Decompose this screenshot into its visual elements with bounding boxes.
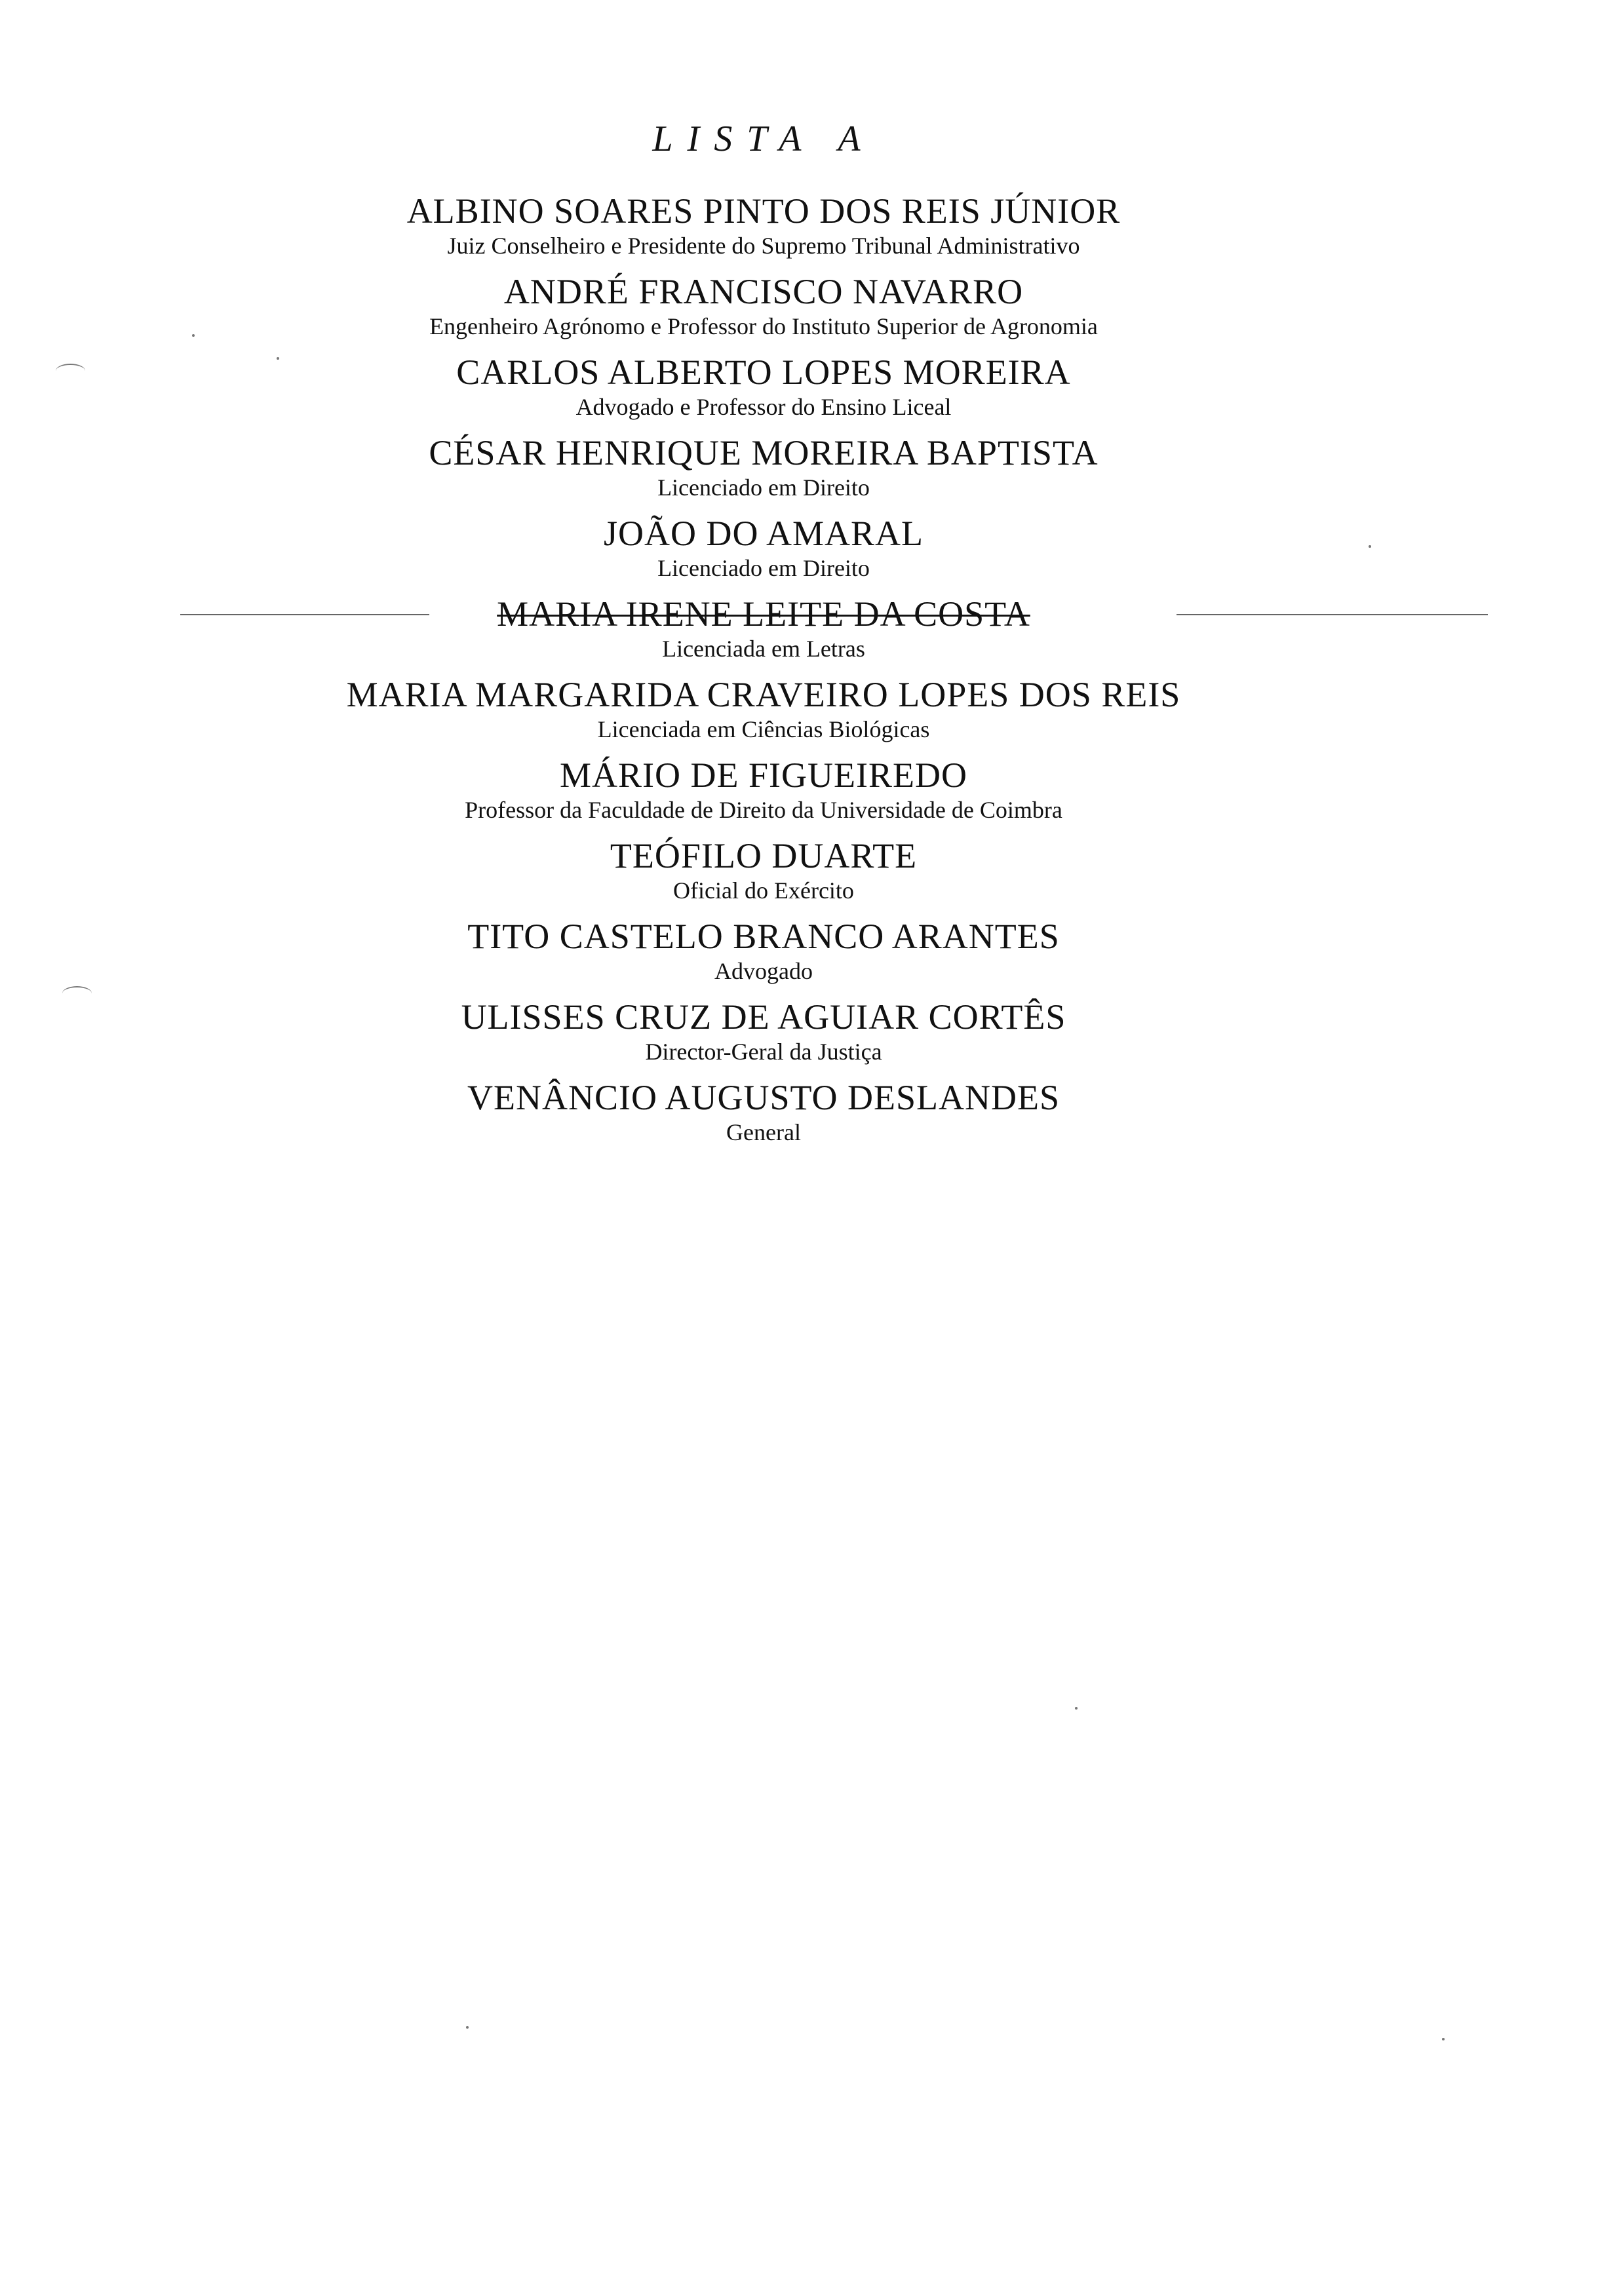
entry-title: Licenciado em Direito xyxy=(657,555,870,581)
list-entry xyxy=(0,512,1527,593)
entry-name: ULISSES CRUZ DE AGUIAR CORTÊS xyxy=(461,997,1066,1037)
candidate-list xyxy=(0,190,1527,1157)
scan-speck xyxy=(192,334,195,337)
entry-title: Licenciada em Ciências Biológicas xyxy=(597,716,930,742)
entry-name: MARIA MARGARIDA CRAVEIRO LOPES DOS REIS xyxy=(346,675,1181,714)
list-entry xyxy=(0,754,1527,835)
list-entry xyxy=(0,996,1527,1077)
list-heading: LISTA A xyxy=(652,119,875,159)
list-entry xyxy=(0,674,1527,754)
entry-name: CÉSAR HENRIQUE MOREIRA BAPTISTA xyxy=(429,433,1099,472)
list-entry xyxy=(0,271,1527,351)
strike-line-left xyxy=(180,614,429,615)
entry-title: Juiz Conselheiro e Presidente do Supremo Tribunal Administrativo xyxy=(447,233,1080,259)
entry-title: General xyxy=(726,1119,801,1145)
entry-title: Advogado e Professor do Ensino Liceal xyxy=(575,394,952,420)
list-entry xyxy=(0,190,1527,271)
entry-name: TEÓFILO DUARTE xyxy=(610,836,918,875)
entry-title: Oficial do Exército xyxy=(673,877,854,904)
strike-line-right xyxy=(1177,614,1488,615)
entry-title: Engenheiro Agrónomo e Professor do Instituto Superior de Agronomia xyxy=(429,313,1098,339)
entry-title: Director-Geral da Justiça xyxy=(645,1039,882,1065)
scan-speck xyxy=(277,357,279,360)
list-entry xyxy=(0,1077,1527,1157)
list-entry xyxy=(0,351,1527,432)
entry-name: TITO CASTELO BRANCO ARANTES xyxy=(467,917,1060,956)
entry-name: MÁRIO DE FIGUEIREDO xyxy=(560,756,967,795)
list-entry xyxy=(0,432,1527,512)
scan-speck xyxy=(466,2026,469,2029)
entry-name: VENÂNCIO AUGUSTO DESLANDES xyxy=(467,1078,1060,1117)
entry-name: ANDRÉ FRANCISCO NAVARRO xyxy=(503,272,1024,311)
entry-title: Professor da Faculdade de Direito da Universidade de Coimbra xyxy=(465,797,1062,823)
scan-speck xyxy=(1369,545,1371,548)
list-entry xyxy=(0,835,1527,915)
entry-name: JOÃO DO AMARAL xyxy=(603,514,924,553)
entry-title: Licenciada em Letras xyxy=(662,636,865,662)
scan-mark xyxy=(62,986,92,1001)
scan-speck xyxy=(1442,2038,1445,2040)
scan-mark xyxy=(56,364,85,378)
entry-title: Advogado xyxy=(714,958,813,984)
entry-name: CARLOS ALBERTO LOPES MOREIRA xyxy=(456,353,1071,392)
list-entry-struck xyxy=(0,593,1527,674)
entry-name: MARIA IRENE LEITE DA COSTA xyxy=(497,594,1030,634)
entry-title: Licenciado em Direito xyxy=(657,474,870,501)
list-entry xyxy=(0,915,1527,996)
entry-name: ALBINO SOARES PINTO DOS REIS JÚNIOR xyxy=(406,191,1121,231)
scan-speck xyxy=(1075,1707,1078,1710)
